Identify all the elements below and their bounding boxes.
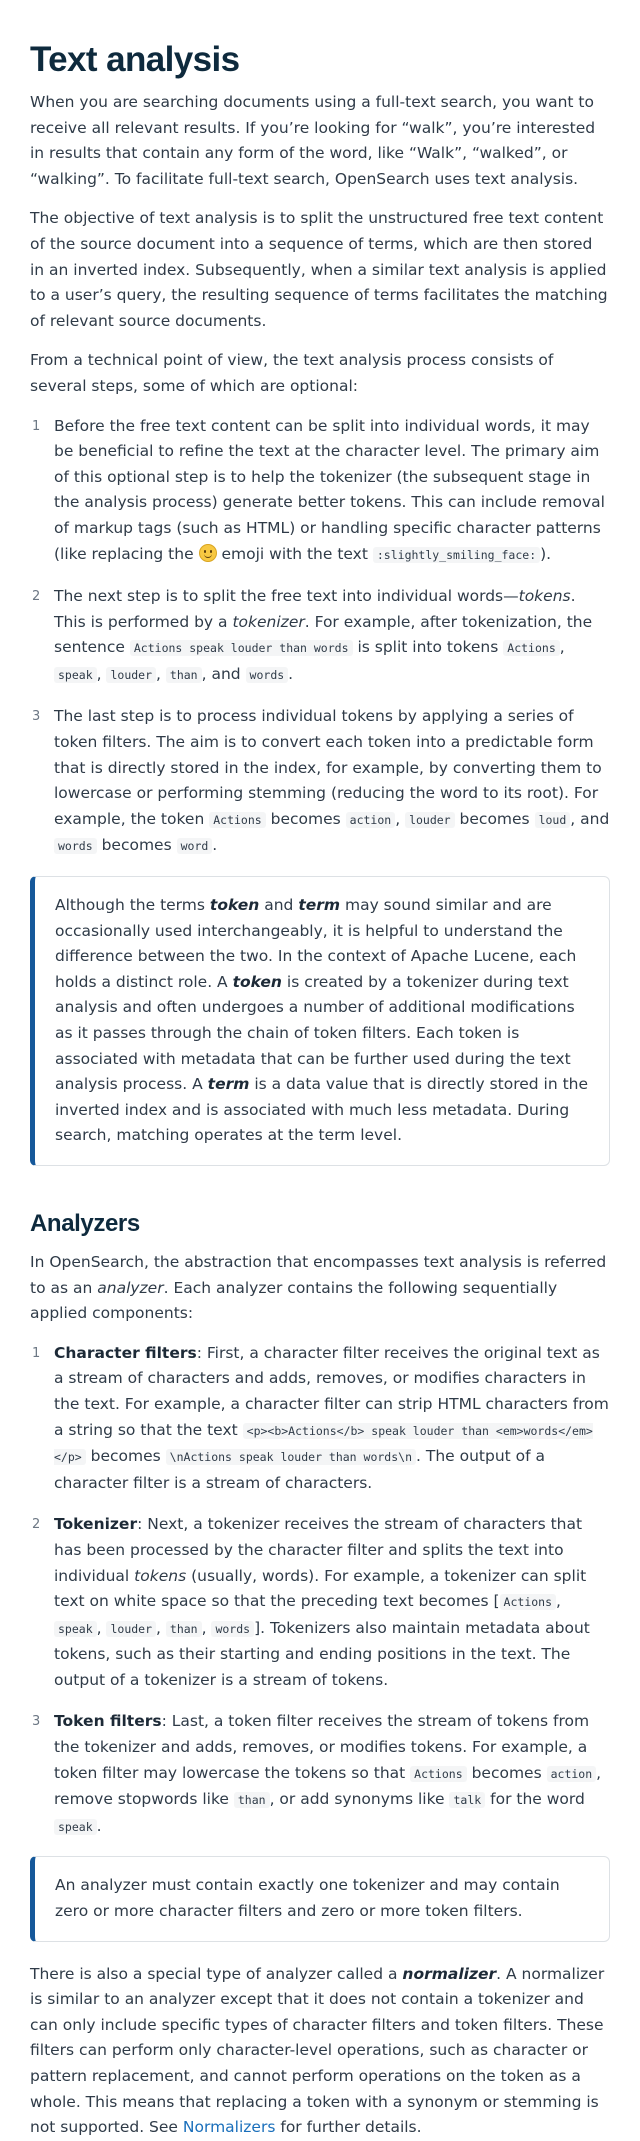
- inline-code: louder: [106, 667, 156, 683]
- inline-code: action: [346, 812, 396, 828]
- callout-text: is a data value that is directly stored in the inverted index and is associated with much less metadata. During search, matching operates at the term level.: [55, 1075, 589, 1145]
- inline-code: Actions: [500, 1594, 556, 1610]
- callout-text: is created by a tokenizer during text analysis and often undergoes a number of additional modifications as it passes through the chain of token filters. Each token is associated with metadata that can be further used during the text analysis process. A: [55, 972, 575, 1094]
- component-text: . The output of a character filter is a stream of characters.: [54, 1447, 546, 1492]
- step-text: . For example, after tokenization, the sentence: [54, 612, 593, 657]
- list-number: 3: [32, 709, 41, 725]
- inline-code: \nActions speak louder than words\n: [166, 1449, 416, 1465]
- callout-text: Although the terms: [55, 896, 205, 915]
- step-text: . This is performed by a: [54, 587, 576, 631]
- component-text: , remove stopwords like: [54, 1763, 602, 1809]
- inline-code: Actions: [410, 1766, 466, 1782]
- inline-code: than: [166, 1621, 202, 1637]
- step-text: The next step is to split the free text into individual words—: [54, 587, 519, 606]
- step-text: , and: [201, 664, 241, 683]
- inline-code: Actions speak louder than words: [130, 640, 353, 656]
- inline-code: speak: [54, 1621, 97, 1637]
- analysis-steps-list: [30, 414, 610, 861]
- step-text: .: [288, 664, 294, 683]
- inline-code: loud: [535, 812, 571, 828]
- list-item: 2 The next step is to split the free text into individual words—tokens. This is performed by a tokenizer. For example, after tokenization, the sentence Actions speak louder than words is split into tokens Actions , speak , louder , than , and words .: [30, 584, 610, 688]
- list-item: 3 The last step is to process individual tokens by applying a series of token filters. The aim is to convert each token into a predictable form that is directly stored in the index, for example, by converting them to lowercase or performing stemming (reducing the word to its root). For example, the token Actions becomes action , louder becomes loud , and words becomes word .: [30, 704, 610, 860]
- emphasis: token: [209, 896, 260, 915]
- emphasis: analyzer: [97, 1278, 164, 1297]
- page-title: Text analysis: [30, 40, 240, 79]
- analyzer-rule-callout: [30, 1856, 610, 1941]
- step-text: becomes: [101, 836, 172, 855]
- intro-paragraph-2: The objective of text analysis is to split the unstructured free text content of the source document into a sequence of terms, which are then stored in an inverted index. Subsequently, when a similar text analysis is applied to a user’s query, the resulting sequence of terms facilitates the matching of relevant source documents.: [30, 209, 608, 330]
- intro-paragraph-1: When you are searching documents using a full-text search, you want to receive all relevant results. If you’re looking for “walk”, you’re interested in results that contain any form of the word, like “Walk”, “walked”, or “walking”. To facilitate full-text search, OpenSearch uses text analysis.: [30, 93, 596, 188]
- step-text: becomes: [270, 809, 341, 828]
- emphasis: tokens: [134, 1566, 187, 1585]
- list-number: 1: [32, 1345, 41, 1361]
- inline-code: talk: [449, 1792, 485, 1808]
- section-heading-analyzers: Analyzers: [30, 1209, 140, 1237]
- paragraph-text: There is also a special type of analyzer called a: [30, 1964, 398, 1983]
- step-text: Before the free text content can be split into individual words, it may be beneficial to refine the text at the character level. The primary aim of this optional step is to help the tokenizer (the subsequent stage in the analysis process) generate better tokens. This can include removal of markup tags (such as HTML) or handling specific character patterns (like replacing the: [54, 416, 605, 563]
- step-text: ).: [540, 544, 552, 563]
- component-label: Character filters: [54, 1343, 197, 1362]
- inline-code: louder: [106, 1621, 156, 1637]
- intro-paragraph-3: From a technical point of view, the text analysis process consists of several steps, some of which are optional:: [30, 351, 554, 395]
- inline-code: than: [166, 667, 202, 683]
- list-item: [30, 414, 610, 569]
- inline-code: speak: [54, 667, 97, 683]
- component-text: : First, a character filter receives the original text as a stream of characters and adds, removes, or modifies characters in the text. For example, a character filter can strip HTML characters from a string so that the text: [54, 1343, 609, 1439]
- inline-code: action: [547, 1766, 597, 1782]
- analyzers-intro: [30, 1250, 610, 1327]
- inline-code: word: [177, 838, 213, 854]
- step-text: becomes: [459, 809, 530, 828]
- emphasis: term: [298, 896, 341, 915]
- component-text: .: [96, 1816, 102, 1835]
- component-text: : Next, a tokenizer receives the stream of characters that has been processed by the character filter and splits the text into individual: [54, 1515, 583, 1585]
- inline-code: speak: [54, 1819, 97, 1835]
- inline-code: Actions: [503, 640, 559, 656]
- component-label: Token filters: [54, 1712, 162, 1731]
- component-text: (usually, words). For example, a tokenizer can split text on white space so that the preceding text becomes [: [54, 1566, 587, 1611]
- list-number: 1: [32, 418, 41, 434]
- component-text: : Last, a token filter receives the stream of tokens from the tokenizer and adds, removes, or modifies tokens. For example, a token filter may lowercase the tokens so that: [54, 1712, 590, 1782]
- normalizers-link[interactable]: Normalizers: [182, 2118, 276, 2137]
- inline-code: louder: [405, 812, 455, 828]
- inline-code: <p><b>Actions</b> speak louder than <em>words</em></p>: [54, 1423, 593, 1465]
- step-text: .: [212, 836, 218, 855]
- inline-code: than: [234, 1792, 270, 1808]
- paragraph-text: . A normalizer is similar to an analyzer except that it does not contain a tokenizer and can only include specific types of character filters and token filters. These filters can perform only character-level operations, such as character or pattern replacement, and cannot perform operations on the token as a whole. This means that replacing a token with a synonym or stemming is not supported. See: [30, 1964, 605, 2137]
- component-text: becomes: [471, 1763, 542, 1782]
- slightly-smiling-face-icon: [199, 544, 217, 562]
- component-text: ]. Tokenizers also maintain metadata about tokens, such as their starting and ending positions in the text. The output of a tokenizer is a stream of tokens.: [54, 1618, 590, 1689]
- list-number: 2: [32, 589, 41, 605]
- emphasis: tokens: [518, 587, 571, 606]
- paragraph-text: In OpenSearch, the abstraction that encompasses text analysis is referred to as an: [30, 1252, 607, 1297]
- inline-code: words: [246, 667, 289, 683]
- list-item: [30, 1341, 610, 1497]
- token-vs-term-callout: [30, 876, 610, 1166]
- normalizer-paragraph: [30, 1962, 610, 2141]
- step-text: The last step is to process individual tokens by applying a series of token filters. The aim is to convert each token into a predictable form that is directly stored in the index, for example, by converting them to lowercase or performing stemming (reducing the word to its root). For example, the token: [54, 707, 602, 828]
- emphasis: tokenizer: [232, 612, 305, 631]
- list-number: 3: [32, 1714, 41, 1730]
- callout-text: and: [264, 896, 294, 915]
- callout-text: An analyzer must contain exactly one tokenizer and may contain zero or more character filters and zero or more token filters.: [55, 1876, 560, 1921]
- inline-code: :slightly_smiling_face:: [373, 547, 540, 563]
- component-text: becomes: [90, 1447, 161, 1466]
- list-number: 2: [32, 1517, 41, 1533]
- step-text: emoji with the text: [221, 544, 368, 563]
- emphasis: normalizer: [402, 1964, 497, 1983]
- paragraph-text: . Each analyzer contains the following sequentially applied components:: [30, 1278, 558, 1323]
- step-text: , and: [570, 809, 610, 828]
- component-text: , or add synonyms like: [269, 1790, 445, 1809]
- list-item: 2 Tokenizer: Next, a tokenizer receives the stream of characters that has been processed by the character filter and splits the text into individual tokens (usually, words). For example, a tokenizer can split text on white space so that the preceding text becomes [ Actions , speak , louder , than , words ]. Tokenizers also maintain metadata about tokens, such as their starting and ending positions in the text. The output of a tokenizer is a stream of tokens.: [30, 1512, 610, 1693]
- callout-text: may sound similar and are occasionally used interchangeably, it is helpful to understand the difference between the two. In the context of Apache Lucene, each holds a distinct role. A: [55, 896, 577, 991]
- step-text: is split into tokens: [357, 638, 499, 657]
- inline-code: Actions: [209, 812, 265, 828]
- emphasis: term: [207, 1075, 250, 1094]
- emphasis: token: [232, 972, 282, 991]
- list-item: [30, 1709, 610, 1840]
- component-label: Tokenizer: [54, 1515, 138, 1534]
- analyzer-components-list: [30, 1341, 610, 1841]
- inline-code: words: [211, 1621, 254, 1637]
- inline-code: words: [54, 838, 97, 854]
- paragraph-text: for further details.: [280, 2118, 422, 2137]
- component-text: for the word: [490, 1790, 585, 1809]
